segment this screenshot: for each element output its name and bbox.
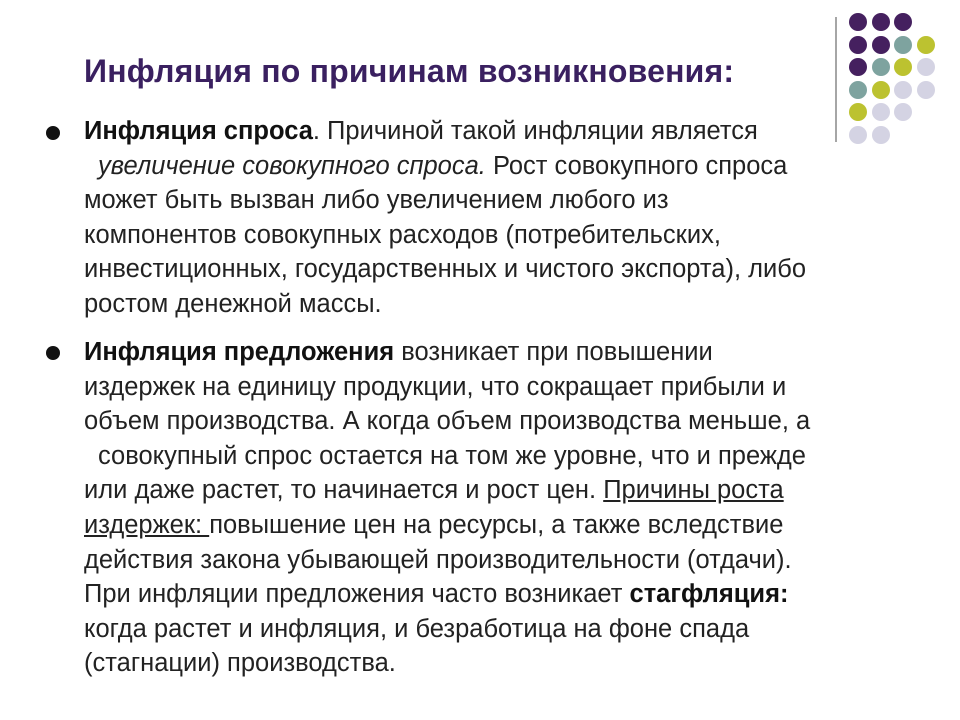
decor-dot bbox=[917, 81, 935, 99]
p1-line-1-text: . Причиной такой инфляции является bbox=[312, 117, 758, 145]
p2-line-5 bbox=[84, 473, 934, 508]
p2-line-6-text: повышение цен на ресурсы, а также вследствие bbox=[209, 510, 784, 539]
decor-dot bbox=[849, 81, 867, 99]
p2-line-4: совокупный спрос остается на том же уровне, что и прежде bbox=[98, 441, 806, 470]
decor-dot bbox=[849, 58, 867, 76]
term-demand-inflation: Инфляция спроса bbox=[84, 117, 313, 145]
decor-dot bbox=[872, 81, 890, 99]
p2-line-8-text: При инфляции предложения часто возникает bbox=[84, 580, 630, 609]
decor-dot bbox=[894, 13, 912, 31]
p2-line-2: издержек на единицу продукции, что сокращает прибыли и bbox=[84, 372, 787, 401]
p1-line-4: компонентов совокупных расходов (потребительских, bbox=[84, 220, 721, 249]
p1-line-2 bbox=[84, 149, 934, 184]
decor-dot bbox=[917, 36, 935, 54]
term-aggregate-demand-increase: увеличение совокупного спроса. bbox=[98, 151, 486, 180]
p2-line-9: когда растет и инфляция, и безработица на фоне спада bbox=[84, 614, 750, 643]
paragraph-demand-inflation bbox=[84, 114, 934, 322]
decor-dot bbox=[872, 36, 890, 54]
p2-line-3: объем производства. А когда объем производства меньше, а bbox=[84, 407, 811, 436]
decor-dot bbox=[849, 13, 867, 31]
bullet-icon bbox=[46, 346, 60, 360]
decor-dot bbox=[894, 36, 912, 54]
p1-line-1 bbox=[84, 114, 934, 149]
decor-dot bbox=[872, 58, 890, 76]
p1-line-2-text: Рост совокупного спроса bbox=[485, 151, 788, 180]
p2-line-6 bbox=[84, 508, 934, 543]
decor-dot bbox=[872, 13, 890, 31]
decor-dot bbox=[917, 58, 935, 76]
cost-growth-causes-label-cont: издержек: bbox=[84, 510, 210, 539]
paragraph-supply-inflation bbox=[84, 335, 934, 681]
decor-dot bbox=[894, 81, 912, 99]
bullet-icon bbox=[46, 126, 60, 140]
decor-dot bbox=[849, 36, 867, 54]
p2-line-7: действия закона убывающей производительности (отдачи). bbox=[84, 545, 792, 574]
p1-line-6: ростом денежной массы. bbox=[84, 289, 382, 318]
p2-line-8 bbox=[84, 577, 934, 612]
term-supply-inflation: Инфляция предложения bbox=[84, 338, 395, 366]
p2-line-5-text: или даже растет, то начинается и рост цен. bbox=[84, 476, 604, 505]
decor-dot bbox=[894, 58, 912, 76]
p2-line-1 bbox=[84, 335, 934, 370]
p1-line-5: инвестиционных, государственных и чистого экспорта), либо bbox=[84, 255, 807, 284]
p2-line-10: (стагнации) производства. bbox=[84, 649, 396, 678]
p1-line-3: может быть вызван либо увеличением любого из bbox=[84, 186, 669, 215]
p2-line-1-text: возникает при повышении bbox=[394, 338, 713, 366]
slide-title: Инфляция по причинам возникновения: bbox=[84, 53, 735, 89]
cost-growth-causes-label: Причины роста bbox=[603, 476, 784, 505]
term-stagflation: стагфляция: bbox=[629, 580, 789, 609]
